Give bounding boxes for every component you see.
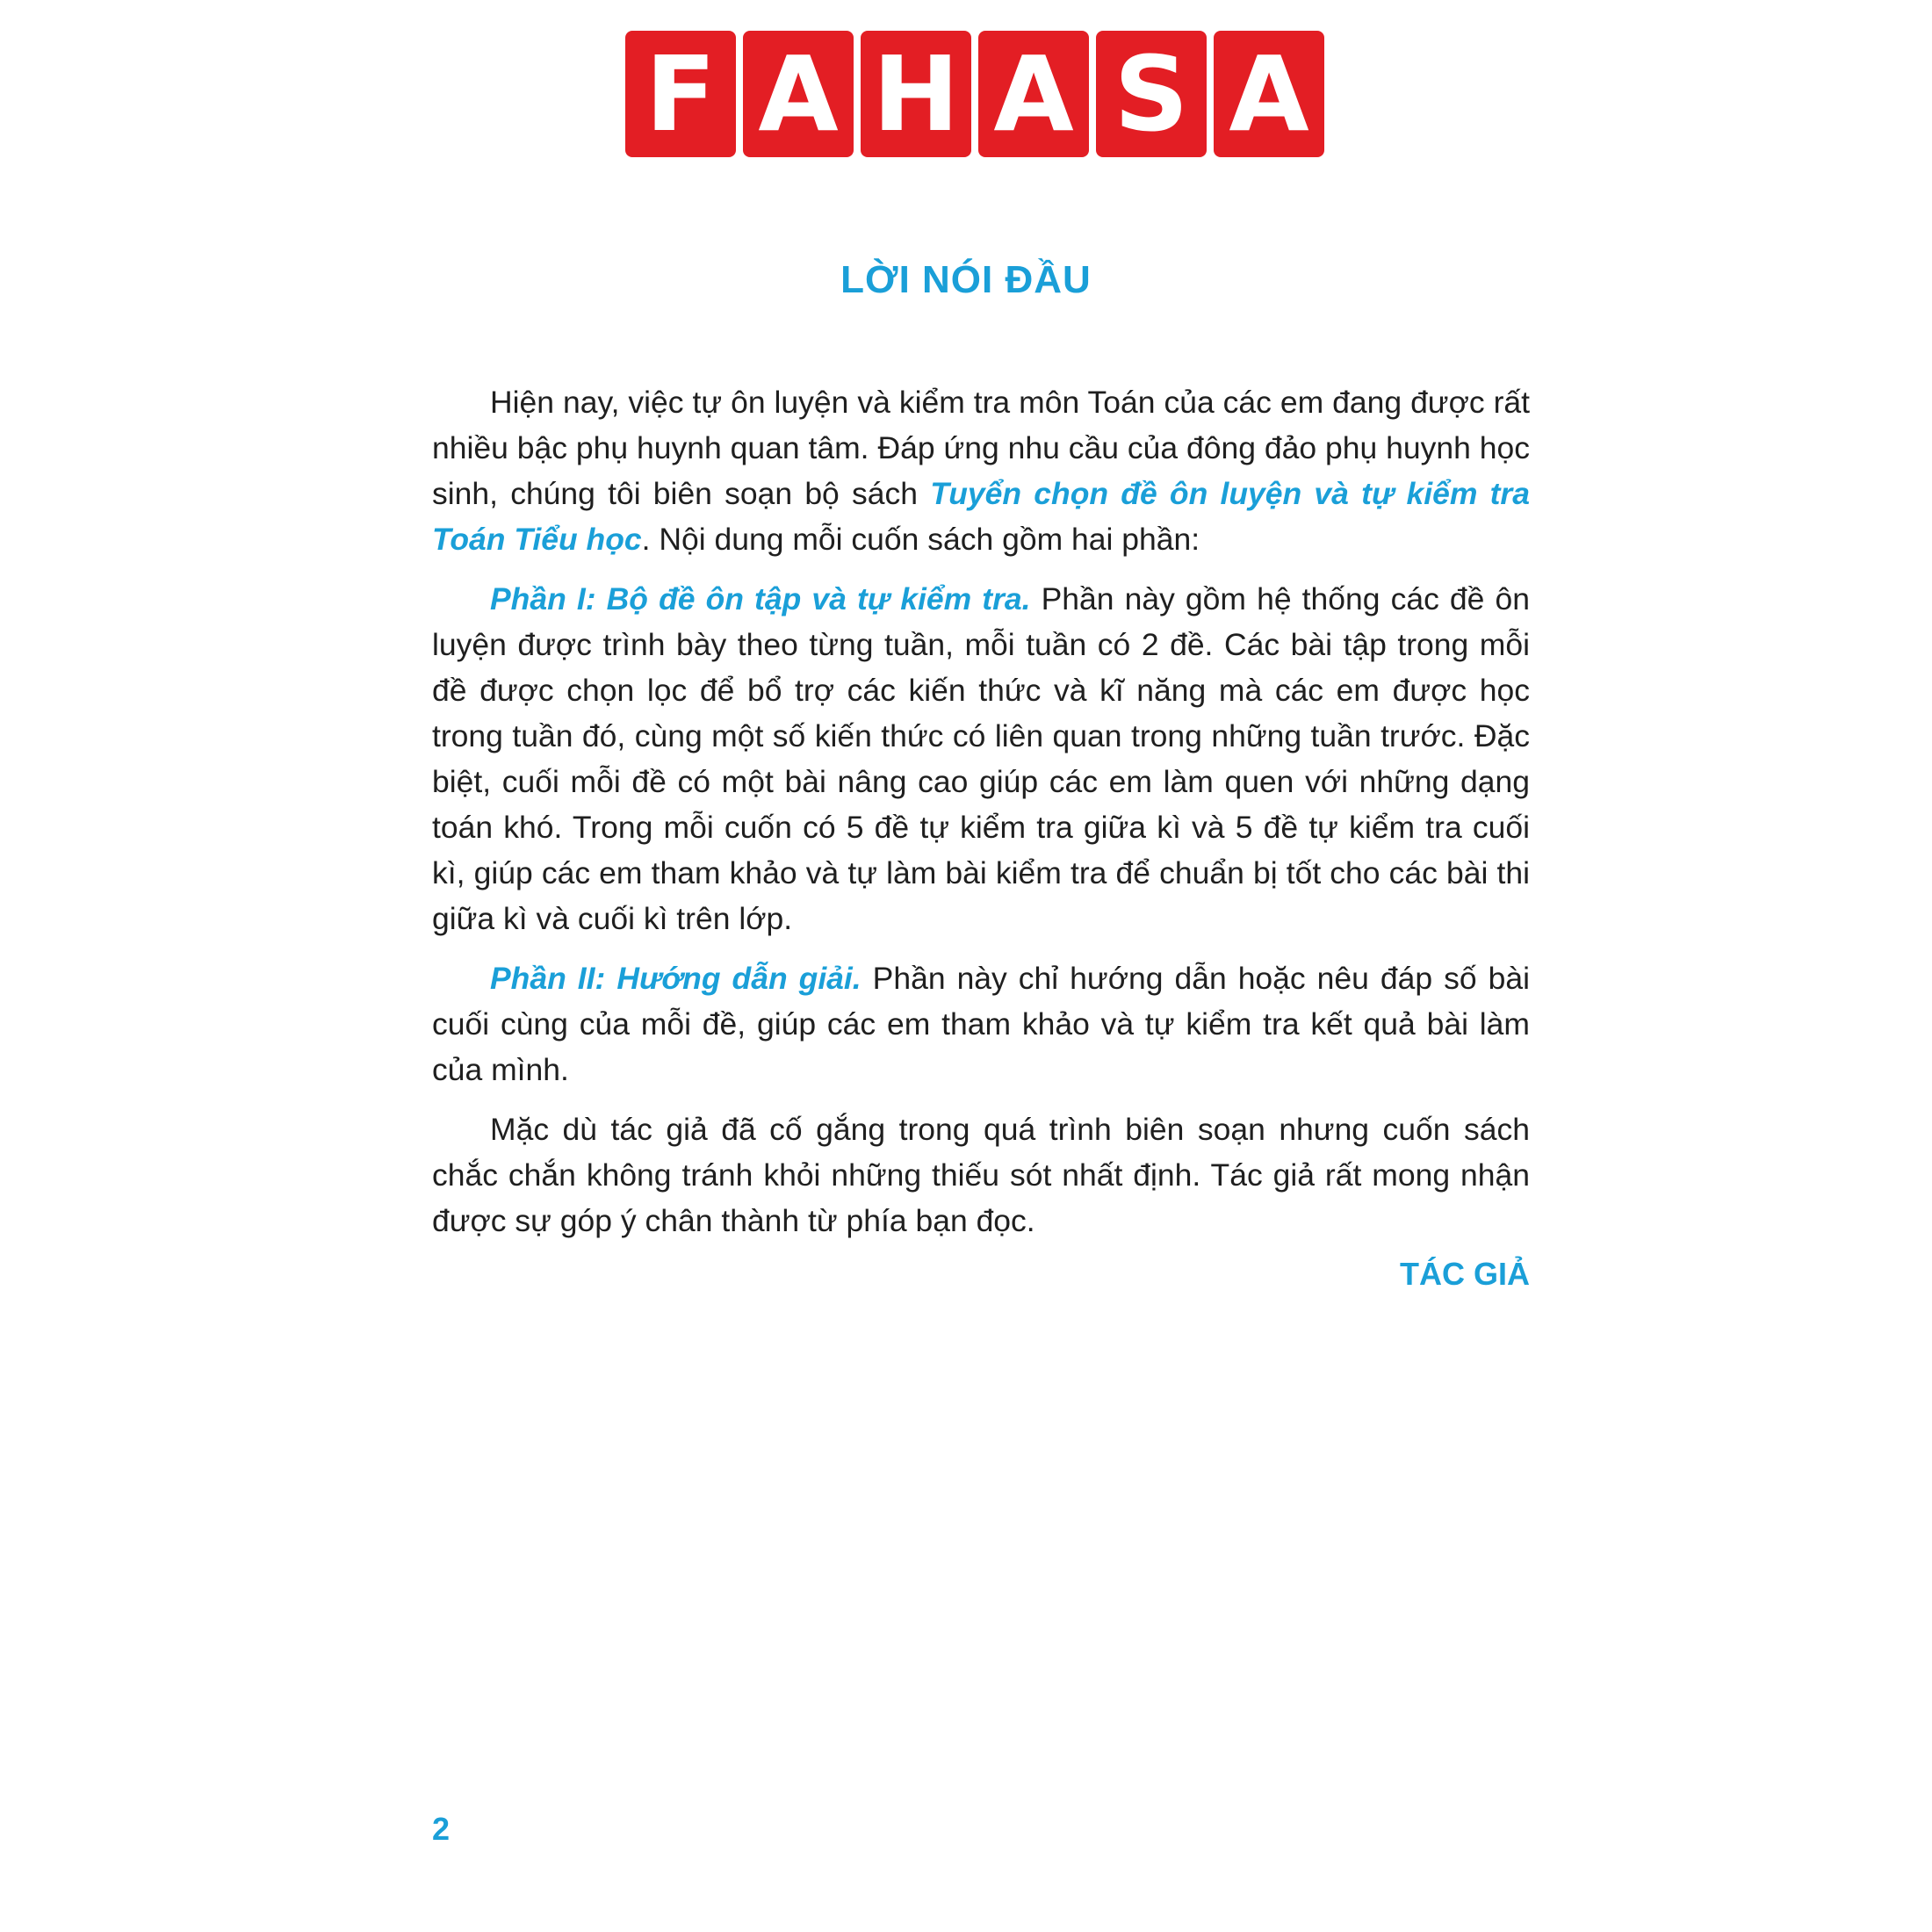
logo-letter-s: S — [1096, 31, 1207, 157]
logo-letter-f: F — [625, 31, 736, 157]
preface-body — [432, 379, 1530, 1258]
page-number: 2 — [432, 1811, 451, 1847]
part-1-heading: Phần I: Bộ đề ôn tập và tự kiểm tra. — [490, 581, 1031, 616]
paragraph-closing — [432, 1107, 1530, 1244]
paragraph-text: Hiện nay, việc tự ôn luyện và kiểm tra môn Toán của các em đang được rất nhiều bậc phụ huynh quan tâm. Đáp ứng nhu cầu của đông đảo phụ huynh học sinh, chúng tôi biên soạn bộ sách — [432, 385, 1530, 511]
logo-letter-h: H — [861, 31, 971, 157]
logo-letter-a: A — [1214, 31, 1324, 157]
book-title-highlight: Tuyển chọn đề ôn luyện và tự kiểm tra Toán Tiểu học — [432, 476, 1530, 557]
paragraph-part-2 — [432, 955, 1530, 1092]
paragraph-intro — [432, 379, 1530, 562]
paragraph-part-1 — [432, 576, 1530, 941]
author-signature: TÁC GIẢ — [1400, 1256, 1530, 1292]
part-2-heading: Phần II: Hướng dẫn giải. — [490, 961, 861, 996]
paragraph-text: Phần này chỉ hướng dẫn hoặc nêu đáp số bài cuối cùng của mỗi đề, giúp các em tham khảo và tự kiểm tra kết quả bài làm của mình. — [432, 961, 1530, 1087]
fahasa-logo — [625, 31, 1324, 157]
paragraph-text: . Nội dung mỗi cuốn sách gồm hai phần: — [641, 522, 1200, 557]
logo-letter-a: A — [743, 31, 854, 157]
logo-letter-a: A — [978, 31, 1089, 157]
paragraph-text: Mặc dù tác giả đã cố gắng trong quá trình biên soạn nhưng cuốn sách chắc chắn không tránh khỏi những thiếu sót nhất định. Tác giả rất mong nhận được sự góp ý chân thành từ phía bạn đọc. — [432, 1112, 1530, 1238]
paragraph-text: Phần này gồm hệ thống các đề ôn luyện được trình bày theo từng tuần, mỗi tuần có 2 đề. Các bài tập trong mỗi đề được chọn lọc để bổ trợ các kiến thức và kĩ năng mà các em được học trong tuần đó, cùng một số kiến thức có liên quan trong những tuần trước. Đặc biệt, cuối mỗi đề có một bài nâng cao giúp các em làm quen với những dạng toán khó. Trong mỗi cuốn có 5 đề tự kiểm tra giữa kì và 5 đề tự kiểm tra cuối kì, giúp các em tham khảo và tự làm bài kiểm tra để chuẩn bị tốt cho các bài thi giữa kì và cuối kì trên lớp. — [432, 581, 1530, 936]
page-title: LỜI NÓI ĐẦU — [840, 258, 1092, 301]
